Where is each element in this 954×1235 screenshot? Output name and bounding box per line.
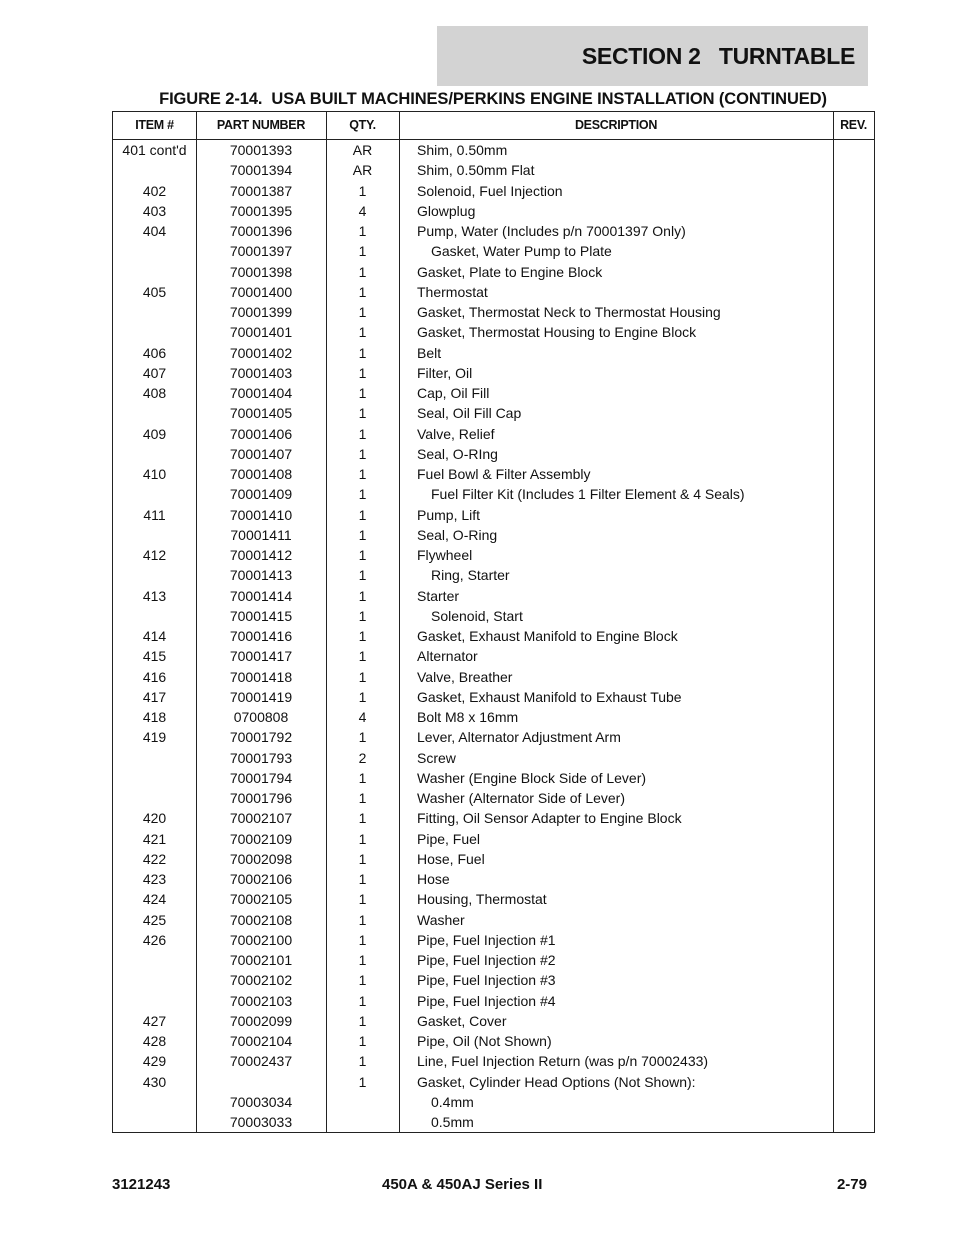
part-number-cell: 70001412 bbox=[229, 547, 293, 563]
description-cell: Pipe, Fuel Injection #1 bbox=[417, 931, 556, 948]
qty-cell: 1 bbox=[358, 243, 367, 260]
footer-doc-number: 3121243 bbox=[112, 1176, 171, 1193]
part-number-cell: 70001394 bbox=[229, 162, 293, 179]
table-row bbox=[113, 241, 874, 261]
description-cell: Starter bbox=[417, 587, 460, 604]
table-row bbox=[113, 626, 874, 646]
table-row bbox=[113, 788, 874, 808]
qty-cell: 1 bbox=[358, 425, 367, 442]
qty-cell: 1 bbox=[358, 466, 367, 482]
description-cell: Solenoid, Start bbox=[431, 607, 523, 624]
item-cell: 410 bbox=[142, 466, 167, 482]
description-cell: Seal, O-RIng bbox=[417, 445, 498, 462]
table-row bbox=[113, 1051, 874, 1071]
part-number-cell: 70001414 bbox=[229, 587, 293, 604]
part-number-cell: 70001395 bbox=[229, 202, 293, 219]
footer-model: 450A & 450AJ Series II bbox=[382, 1176, 543, 1193]
item-cell: 429 bbox=[142, 1053, 167, 1070]
description-cell: Pump, Water (Includes p/n 70001397 Only) bbox=[417, 223, 686, 239]
part-number-cell: 70001419 bbox=[229, 688, 293, 705]
description-cell: Gasket, Exhaust Manifold to Exhaust Tube bbox=[417, 688, 682, 705]
description-cell: Gasket, Water Pump to Plate bbox=[431, 243, 612, 260]
qty-cell: 1 bbox=[358, 688, 367, 705]
qty-cell: 1 bbox=[358, 385, 367, 401]
qty-cell: 1 bbox=[358, 830, 367, 847]
part-number-cell: 70001417 bbox=[229, 648, 293, 665]
item-cell: 426 bbox=[142, 931, 167, 948]
qty-cell: 1 bbox=[358, 364, 367, 381]
part-number-cell: 70002107 bbox=[229, 810, 293, 827]
description-cell: Valve, Breather bbox=[417, 668, 513, 685]
qty-cell: 1 bbox=[358, 263, 367, 280]
item-cell: 412 bbox=[142, 547, 167, 563]
table-row bbox=[113, 727, 874, 747]
table-row bbox=[113, 424, 874, 444]
qty-cell: 1 bbox=[358, 648, 367, 665]
item-cell: 408 bbox=[142, 385, 167, 401]
table-row bbox=[113, 525, 874, 545]
item-cell: 416 bbox=[142, 668, 167, 685]
item-cell: 405 bbox=[142, 283, 167, 300]
table-row bbox=[113, 849, 874, 869]
description-cell: Screw bbox=[417, 749, 456, 766]
item-cell: 427 bbox=[142, 1012, 167, 1029]
item-cell: 413 bbox=[142, 587, 167, 604]
table-row bbox=[113, 748, 874, 768]
description-cell: Gasket, Plate to Engine Block bbox=[417, 263, 603, 280]
table-row bbox=[113, 464, 874, 484]
table-row bbox=[113, 282, 874, 302]
qty-cell: 1 bbox=[358, 344, 367, 361]
header-description: DESCRIPTION bbox=[574, 118, 658, 132]
item-cell: 407 bbox=[142, 364, 167, 381]
item-cell: 411 bbox=[143, 506, 166, 523]
part-number-cell: 70002098 bbox=[229, 850, 293, 867]
item-cell: 419 bbox=[142, 729, 167, 746]
qty-cell: 1 bbox=[358, 304, 367, 320]
part-number-cell: 70002108 bbox=[229, 911, 293, 928]
description-cell: Fitting, Oil Sensor Adapter to Engine Block bbox=[417, 810, 682, 827]
table-row bbox=[113, 403, 874, 423]
qty-cell: 1 bbox=[358, 871, 367, 887]
header-qty: QTY. bbox=[349, 118, 376, 132]
description-cell: Gasket, Cover bbox=[417, 1012, 507, 1029]
table-row bbox=[113, 1031, 874, 1051]
description-cell: Pipe, Fuel bbox=[417, 830, 481, 847]
part-number-cell: 70001796 bbox=[229, 790, 293, 806]
table-row bbox=[113, 1112, 874, 1132]
section-header bbox=[437, 26, 868, 86]
table-row bbox=[113, 140, 874, 160]
item-cell: 402 bbox=[142, 182, 167, 199]
qty-cell: 1 bbox=[358, 547, 367, 563]
qty-cell: 1 bbox=[358, 1053, 367, 1070]
table-row bbox=[113, 343, 874, 363]
description-cell: Hose bbox=[417, 871, 450, 887]
description-cell: Pipe, Fuel Injection #3 bbox=[417, 972, 556, 989]
table-row bbox=[113, 646, 874, 666]
qty-cell: 1 bbox=[358, 1012, 367, 1029]
qty-cell: 1 bbox=[358, 769, 367, 786]
description-cell: Thermostat bbox=[417, 283, 488, 300]
description-cell: Pipe, Fuel Injection #4 bbox=[417, 992, 556, 1009]
item-cell: 428 bbox=[142, 1033, 167, 1049]
part-number-cell: 70002437 bbox=[229, 1053, 293, 1070]
qty-cell: 1 bbox=[358, 891, 367, 908]
part-number-cell: 70001409 bbox=[229, 486, 293, 503]
part-number-cell: 70001399 bbox=[229, 304, 293, 320]
description-cell: Cap, Oil Fill bbox=[417, 385, 490, 401]
part-number-cell: 70001408 bbox=[229, 466, 293, 482]
description-cell: 0.5mm bbox=[431, 1114, 474, 1130]
parts-table bbox=[112, 111, 875, 1133]
part-number-cell: 70001792 bbox=[229, 729, 293, 746]
part-number-cell: 70001404 bbox=[229, 385, 293, 401]
table-row bbox=[113, 667, 874, 687]
description-cell: Washer (Alternator Side of Lever) bbox=[417, 790, 626, 806]
description-cell: Filter, Oil bbox=[417, 364, 473, 381]
part-number-cell: 70002105 bbox=[229, 891, 293, 908]
qty-cell: 1 bbox=[358, 668, 367, 685]
item-cell: 414 bbox=[142, 628, 167, 644]
item-cell: 424 bbox=[142, 891, 167, 908]
table-row bbox=[113, 262, 874, 282]
part-number-cell: 70001794 bbox=[229, 769, 293, 786]
qty-cell: 1 bbox=[358, 729, 367, 746]
table-row bbox=[113, 950, 874, 970]
item-cell: 417 bbox=[142, 688, 167, 705]
qty-cell: 1 bbox=[358, 445, 367, 462]
qty-cell: 1 bbox=[358, 850, 367, 867]
table-row bbox=[113, 383, 874, 403]
description-cell: Seal, O-Ring bbox=[417, 526, 498, 543]
footer-page-number: 2-79 bbox=[836, 1176, 867, 1193]
part-number-cell: 70001415 bbox=[229, 607, 293, 624]
table-row bbox=[113, 707, 874, 727]
description-cell: Gasket, Cylinder Head Options (Not Shown): bbox=[417, 1073, 696, 1090]
part-number-cell: 70001398 bbox=[229, 263, 293, 280]
table-row bbox=[113, 687, 874, 707]
table-row bbox=[113, 930, 874, 950]
table-row bbox=[113, 991, 874, 1011]
header-item: ITEM # bbox=[135, 118, 174, 132]
qty-cell: 2 bbox=[358, 749, 367, 766]
qty-cell: 1 bbox=[358, 1073, 367, 1090]
part-number-cell: 70001418 bbox=[229, 668, 293, 685]
description-cell: Pump, Lift bbox=[417, 506, 481, 523]
description-cell: Pipe, Fuel Injection #2 bbox=[417, 952, 556, 968]
description-cell: Seal, Oil Fill Cap bbox=[417, 405, 522, 422]
qty-cell: 1 bbox=[358, 506, 367, 523]
qty-cell: 1 bbox=[358, 526, 367, 543]
description-cell: Flywheel bbox=[417, 547, 473, 563]
description-cell: Solenoid, Fuel Injection bbox=[417, 182, 563, 199]
description-cell: Hose, Fuel bbox=[417, 850, 485, 867]
qty-cell: 1 bbox=[358, 790, 367, 806]
table-row bbox=[113, 322, 874, 342]
description-cell: Washer (Engine Block Side of Lever) bbox=[417, 769, 647, 786]
description-cell: Glowplug bbox=[417, 202, 476, 219]
part-number-cell: 70001406 bbox=[229, 425, 293, 442]
part-number-cell: 70001410 bbox=[229, 506, 293, 523]
part-number-cell: 70002106 bbox=[229, 871, 293, 887]
table-row bbox=[113, 970, 874, 990]
part-number-cell: 70003033 bbox=[229, 1114, 293, 1130]
description-cell: Belt bbox=[417, 344, 442, 361]
description-cell: Gasket, Exhaust Manifold to Engine Block bbox=[417, 628, 678, 644]
table-row bbox=[113, 505, 874, 525]
table-row bbox=[113, 565, 874, 585]
section-title: SECTION 2 TURNTABLE bbox=[581, 42, 855, 69]
table-row bbox=[113, 484, 874, 504]
header-rev: REV. bbox=[840, 118, 867, 132]
qty-cell: AR bbox=[352, 142, 373, 158]
item-cell: 409 bbox=[142, 425, 167, 442]
table-row bbox=[113, 586, 874, 606]
part-number-cell: 70003034 bbox=[229, 1093, 293, 1110]
table-row bbox=[113, 606, 874, 626]
item-cell: 404 bbox=[142, 223, 167, 239]
item-cell: 430 bbox=[142, 1073, 167, 1090]
table-row bbox=[113, 910, 874, 930]
description-cell: Washer bbox=[417, 911, 465, 928]
qty-cell: 1 bbox=[358, 931, 367, 948]
qty-cell: 1 bbox=[358, 911, 367, 928]
item-cell: 420 bbox=[142, 810, 167, 827]
part-number-cell: 70001400 bbox=[229, 283, 293, 300]
part-number-cell: 70001403 bbox=[229, 364, 293, 381]
table-row bbox=[113, 829, 874, 849]
qty-cell: AR bbox=[352, 162, 373, 179]
part-number-cell: 70001793 bbox=[229, 749, 293, 766]
part-number-cell: 70002102 bbox=[229, 972, 293, 989]
header-part-number: PART NUMBER bbox=[216, 118, 306, 132]
part-number-cell: 70002109 bbox=[229, 830, 293, 847]
item-cell: 421 bbox=[142, 830, 167, 847]
part-number-cell: 70001397 bbox=[229, 243, 293, 260]
item-cell: 423 bbox=[142, 871, 167, 887]
part-number-cell: 70002100 bbox=[229, 931, 293, 948]
qty-cell: 4 bbox=[358, 709, 367, 725]
item-cell: 403 bbox=[142, 202, 167, 219]
qty-cell: 1 bbox=[358, 223, 367, 239]
table-row bbox=[113, 869, 874, 889]
part-number-cell: 70001407 bbox=[229, 445, 293, 462]
table-row bbox=[113, 363, 874, 383]
table-row bbox=[113, 889, 874, 909]
part-number-cell: 70002099 bbox=[229, 1012, 293, 1029]
table-row bbox=[113, 1011, 874, 1031]
description-cell: Fuel Bowl & Filter Assembly bbox=[417, 466, 591, 482]
table-row bbox=[113, 1092, 874, 1112]
table-body bbox=[113, 140, 874, 1132]
qty-cell: 1 bbox=[358, 587, 367, 604]
description-cell: Shim, 0.50mm bbox=[417, 142, 508, 158]
part-number-cell: 70001387 bbox=[229, 182, 293, 199]
table-row bbox=[113, 302, 874, 322]
qty-cell: 1 bbox=[358, 972, 367, 989]
part-number-cell: 70001396 bbox=[229, 223, 293, 239]
item-cell: 425 bbox=[142, 911, 167, 928]
qty-cell: 1 bbox=[358, 405, 367, 422]
description-cell: Ring, Starter bbox=[431, 567, 510, 584]
part-number-cell: 70001402 bbox=[229, 344, 293, 361]
figure-title: FIGURE 2-14. USA BUILT MACHINES/PERKINS ENGINE INSTALLATION (CONTINUED) bbox=[159, 90, 827, 108]
qty-cell: 1 bbox=[358, 810, 367, 827]
item-cell: 415 bbox=[142, 648, 167, 665]
qty-cell: 1 bbox=[358, 567, 367, 584]
qty-cell: 1 bbox=[358, 628, 367, 644]
part-number-cell: 70001411 bbox=[230, 526, 292, 543]
qty-cell: 1 bbox=[358, 607, 367, 624]
part-number-cell: 70002104 bbox=[229, 1033, 293, 1049]
table-row bbox=[113, 1072, 874, 1092]
part-number-cell: 70002101 bbox=[229, 952, 293, 968]
table-row bbox=[113, 221, 874, 241]
description-cell: Line, Fuel Injection Return (was p/n 70002433) bbox=[417, 1053, 709, 1070]
qty-cell: 1 bbox=[358, 952, 367, 968]
part-number-cell: 0700808 bbox=[233, 709, 289, 725]
table-row bbox=[113, 545, 874, 565]
table-row bbox=[113, 768, 874, 788]
table-row bbox=[113, 201, 874, 221]
description-cell: Bolt M8 x 16mm bbox=[417, 709, 519, 725]
qty-cell: 1 bbox=[358, 324, 367, 341]
description-cell: Gasket, Thermostat Neck to Thermostat Housing bbox=[417, 304, 721, 320]
qty-cell: 1 bbox=[358, 283, 367, 300]
part-number-cell: 70001405 bbox=[229, 405, 293, 422]
item-cell: 401 cont'd bbox=[122, 142, 187, 158]
table-row bbox=[113, 160, 874, 180]
description-cell: Fuel Filter Kit (Includes 1 Filter Element & 4 Seals) bbox=[431, 486, 745, 503]
item-cell: 418 bbox=[142, 709, 167, 725]
qty-cell: 1 bbox=[358, 486, 367, 503]
item-cell: 406 bbox=[142, 344, 167, 361]
qty-cell: 1 bbox=[358, 1033, 367, 1049]
description-cell: Gasket, Thermostat Housing to Engine Block bbox=[417, 324, 697, 341]
description-cell: Valve, Relief bbox=[417, 425, 495, 442]
description-cell: Lever, Alternator Adjustment Arm bbox=[417, 729, 621, 746]
description-cell: Shim, 0.50mm Flat bbox=[417, 162, 535, 179]
part-number-cell: 70001413 bbox=[229, 567, 293, 584]
table-row bbox=[113, 808, 874, 828]
item-cell: 422 bbox=[142, 850, 167, 867]
description-cell: Alternator bbox=[417, 648, 478, 665]
part-number-cell: 70002103 bbox=[229, 992, 293, 1009]
table-row bbox=[113, 181, 874, 201]
qty-cell: 1 bbox=[358, 992, 367, 1009]
qty-cell: 4 bbox=[358, 202, 367, 219]
part-number-cell: 70001401 bbox=[229, 324, 293, 341]
description-cell: Housing, Thermostat bbox=[417, 891, 547, 908]
part-number-cell: 70001416 bbox=[229, 628, 293, 644]
part-number-cell: 70001393 bbox=[229, 142, 293, 158]
qty-cell: 1 bbox=[358, 182, 367, 199]
description-cell: Pipe, Oil (Not Shown) bbox=[417, 1033, 552, 1049]
table-row bbox=[113, 444, 874, 464]
description-cell: 0.4mm bbox=[431, 1093, 474, 1110]
